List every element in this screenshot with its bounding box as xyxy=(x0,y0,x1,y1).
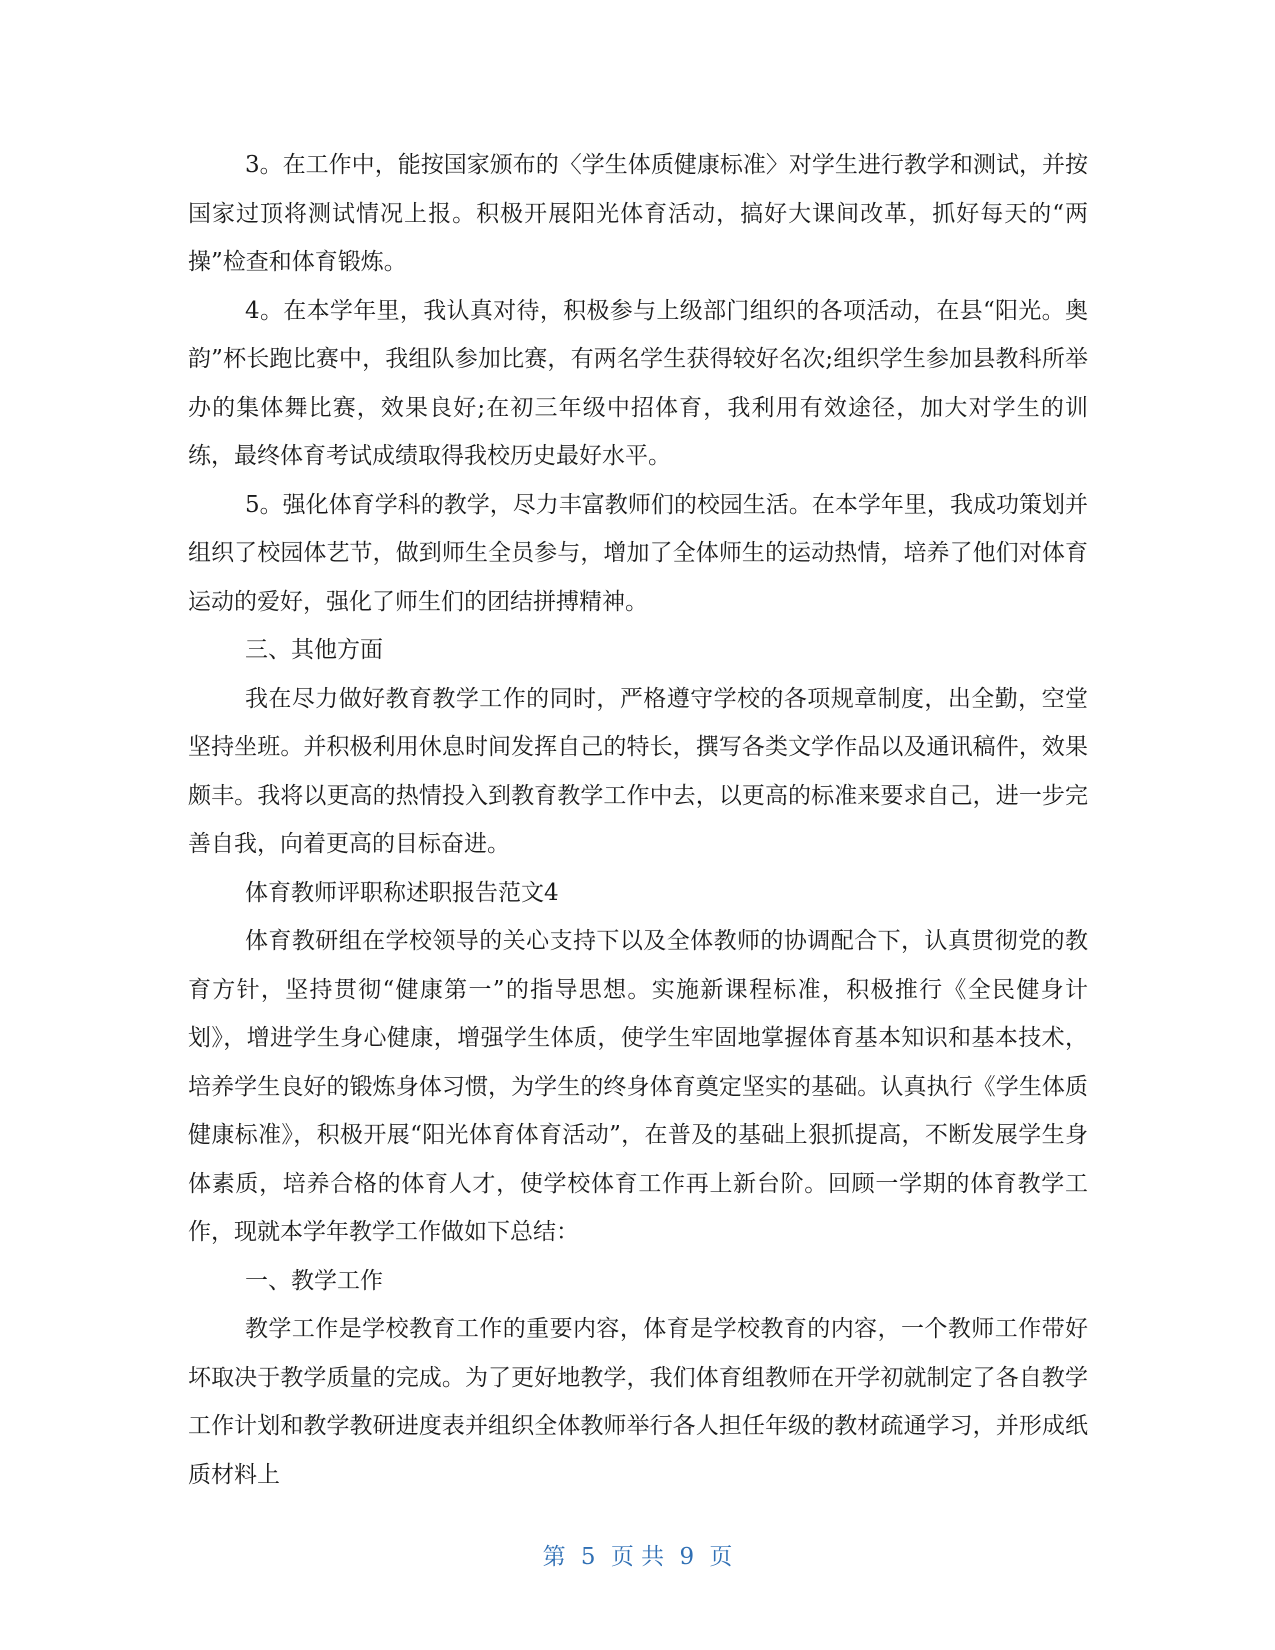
footer-prefix: 第 xyxy=(542,1544,566,1570)
report-title-4: 体育教师评职称述职报告范文4 xyxy=(245,879,559,906)
footer-middle: 页 共 xyxy=(610,1544,665,1570)
paragraph-teaching-work: 教学工作是学校教育工作的重要内容，体育是学校教育的内容，一个教师工作带好坏取决于教学质量的完成。为了更好地教学，我们体育组教师在开学初就制定了各自教学工作计划和教学教研进度表并组织全体教师举行各人担任年级的教材疏通学习，并形成纸质材料上 xyxy=(188,1316,1088,1488)
section-heading-teaching: 一、教学工作 xyxy=(245,1267,383,1294)
paragraph-item-5: 5。强化体育学科的教学，尽力丰富教师们的校园生活。在本学年里，我成功策划并组织了校园体艺节，做到师生全员参与，增加了全体师生的运动热情，培养了他们对体育运动的爱好，强化了师生们的团结拼搏精神。 xyxy=(188,491,1088,615)
paragraph-other-aspects: 我在尽力做好教育教学工作的同时，严格遵守学校的各项规章制度，出全勤，空堂坚持坐班。并积极利用休息时间发挥自己的特长，撰写各类文学作品以及通讯稿件，效果颇丰。我将以更高的热情投入到教育教学工作中去，以更高的标准来要求自己，进一步完善自我，向着更高的目标奋进。 xyxy=(188,685,1088,857)
document-body xyxy=(188,141,1088,1499)
paragraph-intro-report-4: 体育教研组在学校领导的关心支持下以及全体教师的协调配合下，认真贯彻党的教育方针，坚持贯彻“健康第一”的指导思想。实施新课程标准，积极推行《全民健身计划》，增进学生身心健康，增强学生体质，使学生牢固地掌握体育基本知识和基本技术，培养学生良好的锻炼身体习惯，为学生的终身体育奠定坚实的基础。认真执行《学生体质健康标准》，积极开展“阳光体育体育活动”，在普及的基础上狠抓提高，不断发展学生身体素质，培养合格的体育人才，使学校体育工作再上新台阶。回顾一学期的体育教学工作，现就本学年教学工作做如下总结： xyxy=(188,928,1088,1245)
paragraph-item-3: 3。在工作中，能按国家颁布的〈学生体质健康标准〉对学生进行教学和测试，并按国家过顶将测试情况上报。积极开展阳光体育活动，搞好大课间改革，抓好每天的“两操”检查和体育锻炼。 xyxy=(188,152,1088,275)
footer-current-page: 5 xyxy=(580,1544,596,1570)
footer-suffix: 页 xyxy=(709,1544,733,1570)
paragraph-item-4: 4。在本学年里，我认真对待，积极参与上级部门组织的各项活动，在县“阳光。奥韵”杯长跑比赛中，我组队参加比赛，有两名学生获得较好名次;组织学生参加县教科所举办的集体舞比赛，效果良好;在初三年级中招体育，我利用有效途径，加大对学生的训练，最终体育考试成绩取得我校历史最好水平。 xyxy=(188,297,1088,469)
footer-total-pages: 9 xyxy=(679,1544,695,1570)
page-footer xyxy=(0,1538,1275,1571)
section-heading-other: 三、其他方面 xyxy=(245,637,383,663)
